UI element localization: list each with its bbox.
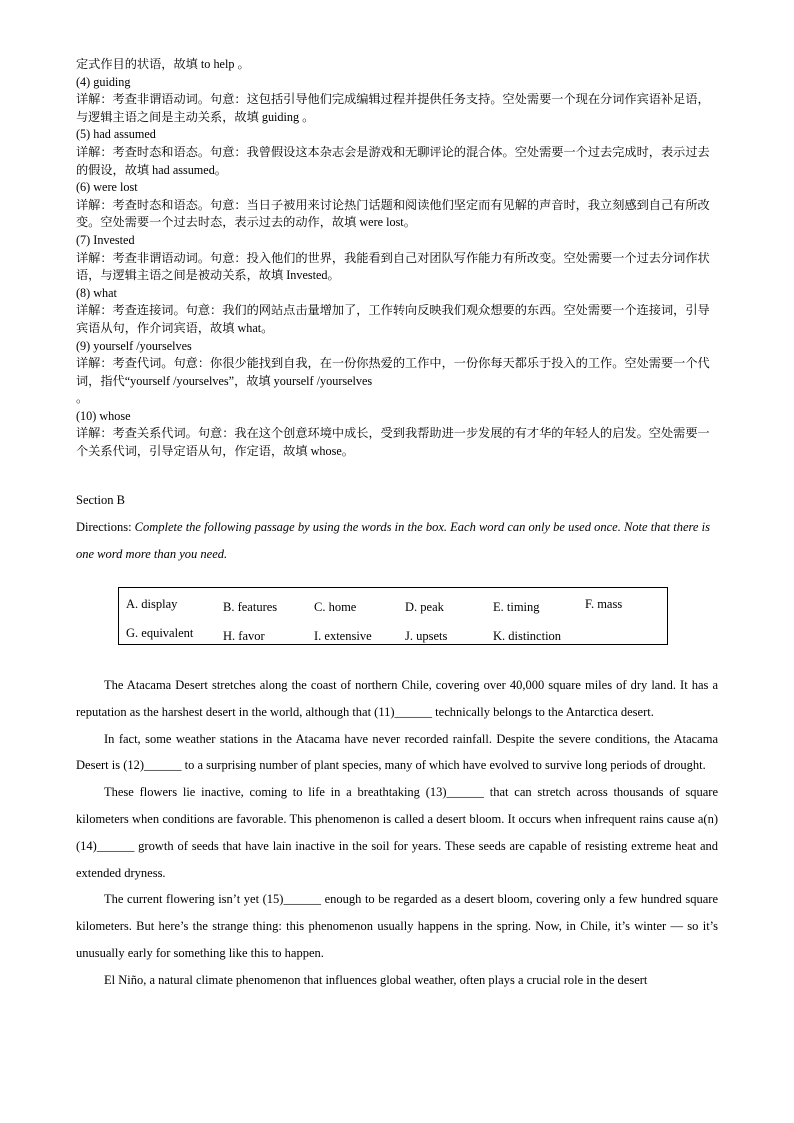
word-option: I. extensive bbox=[314, 629, 372, 643]
answer-detail: 详解：考查连接词。句意：我们的网站点击量增加了，工作转向反映我们观众想要的东西。空处需要一个连接词，引导宾语从句，作介词宾语，故填 what。 bbox=[76, 303, 710, 335]
word-option: F. mass bbox=[585, 597, 623, 611]
passage-paragraph: El Niño, a natural climate phenomenon that influences global weather, often plays a crucial role in the desert bbox=[104, 972, 648, 987]
word-option: B. features bbox=[223, 600, 278, 614]
passage-paragraph: The Atacama Desert stretches along the coast of northern Chile, covering over 40,000 square miles of dry land. It has a reputation as the harshest desert in the world, although that (11)______ technically belongs to the Antarctica desert. bbox=[76, 678, 718, 719]
reading-passage bbox=[76, 672, 718, 994]
answer-detail: 详解：考查非谓语动词。句意：投入他们的世界，我能看到自己对团队写作能力有所改变。空处需要一个过去分词作状语，与逻辑主语之间是被动关系，故填 Invested。 bbox=[76, 250, 710, 283]
word-option: H. favor bbox=[223, 629, 265, 643]
answer-intro-line: 定式作目的状语，故填 to help 。 bbox=[76, 57, 250, 71]
word-option: E. timing bbox=[493, 600, 540, 614]
directions bbox=[76, 514, 718, 568]
answer-detail: 详解：考查关系代词。句意：我在这个创意环境中成长，受到我帮助进一步发展的有才华的年轻人的启发。空处需要一个关系代词，引导定语从句，作定语，故填 whose。 bbox=[76, 426, 710, 459]
answer-head: (9) yourself /yourselves bbox=[76, 338, 192, 353]
passage-paragraph: In fact, some weather stations in the Atacama have never recorded rainfall. Despite the severe conditions, the Atacama Desert is (12)______ to a surprising number of plant species, many of which have evolved to survive long periods of drought. bbox=[76, 731, 718, 773]
answer-item bbox=[76, 408, 718, 461]
answer-item bbox=[76, 285, 718, 338]
answer-explanations bbox=[76, 56, 718, 461]
answer-item bbox=[76, 126, 718, 179]
directions-label: Directions: bbox=[76, 520, 135, 534]
word-option: C. home bbox=[314, 600, 357, 614]
directions-text: Complete the following passage by using the words in the box. Each word can only be used once. Note that there is one word more than you need. bbox=[76, 520, 710, 561]
answer-item bbox=[76, 74, 718, 127]
section-title: Section B bbox=[76, 493, 125, 507]
answer-detail: 详解：考查代词。句意：你很少能找到自我，在一份你热爱的工作中，一份你每天都乐于投入的工作。空处需要一个代词，指代“yourself /yourselves”，故填 yourself /yourselves 。 bbox=[76, 356, 710, 406]
answer-detail: 详解：考查非谓语动词。句意：这包括引导他们完成编辑过程并提供任务支持。空处需要一个现在分词作宾语补足语，与逻辑主语之间是主动关系，故填 guiding 。 bbox=[76, 92, 710, 124]
answer-head: (4) guiding bbox=[76, 74, 131, 89]
answer-item bbox=[76, 338, 718, 408]
answer-item bbox=[76, 179, 718, 232]
answer-head: (6) were lost bbox=[76, 180, 138, 195]
word-option: D. peak bbox=[405, 600, 444, 614]
answer-item bbox=[76, 232, 718, 285]
answer-detail: 详解：考查时态和语态。句意：我曾假设这本杂志会是游戏和无聊评论的混合体。空处需要一个过去完成时，表示过去的假设，故填 had assumed。 bbox=[76, 144, 710, 177]
answer-detail: 详解：考查时态和语态。句意：当日子被用来讨论热门话题和阅读他们坚定而有见解的声音时，我立刻感到自己有所改变。空处需要一个过去时态，表示过去的动作，故填 were lost。 bbox=[76, 197, 710, 230]
word-option: A. display bbox=[126, 597, 178, 611]
word-option: J. upsets bbox=[405, 629, 448, 643]
answer-head: (8) what bbox=[76, 285, 117, 300]
word-box bbox=[118, 587, 668, 645]
passage-paragraph: These flowers lie inactive, coming to life in a breathtaking (13)______ that can stretch across thousands of square kilometers when conditions are favorable. This phenomenon is called a desert bloom. It occurs when infrequent rains cause a(n) (14)______ growth of seeds that have lain inactive in the soil for years. These seeds are capable of resisting extreme heat and extended dryness. bbox=[76, 785, 718, 880]
answer-head: (5) had assumed bbox=[76, 127, 156, 142]
answer-head: (7) Invested bbox=[76, 232, 135, 247]
answer-head: (10) whose bbox=[76, 408, 131, 423]
passage-paragraph: The current flowering isn’t yet (15)______ enough to be regarded as a desert bloom, covering only a few hundred square kilometers. But here’s the strange thing: this phenomenon usually happens in the spring. Now, in Chile, it’s winter — so it’s unusually early for something like this to happen. bbox=[76, 892, 718, 960]
word-option: K. distinction bbox=[493, 629, 562, 643]
word-option: G. equivalent bbox=[126, 626, 194, 640]
